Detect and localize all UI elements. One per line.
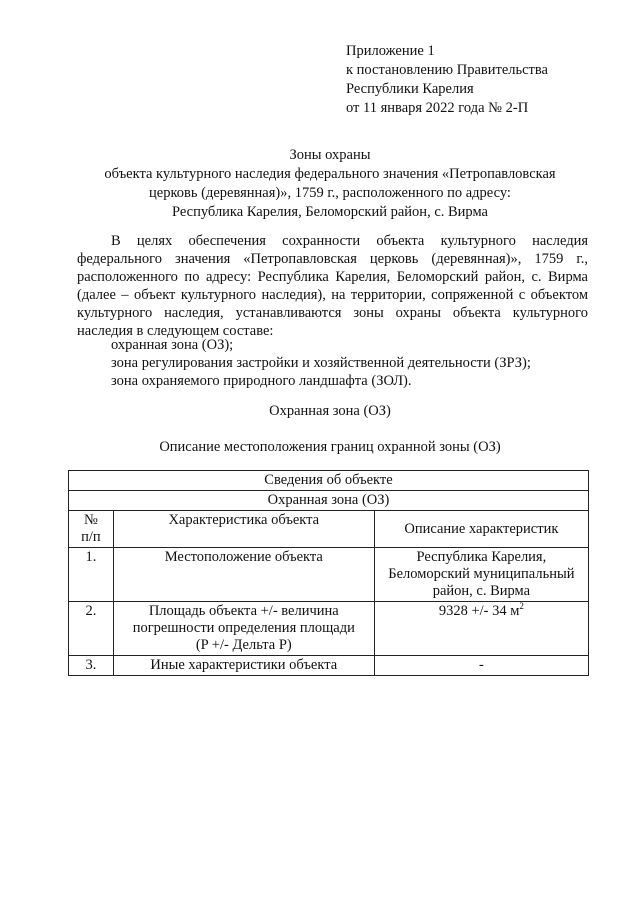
heading-line: церковь (деревянная)», 1759 г., расположенного по адресу: [149,185,511,201]
heading-title: Зоны охраны [289,147,371,163]
object-info-table [68,470,589,676]
appendix-line: Республики Карелия [346,81,474,97]
zones-list [111,336,591,390]
row-description [374,548,588,602]
row-description-line: - [478,657,484,673]
document-heading [70,146,590,222]
row-description [374,656,588,676]
row-characteristic [113,602,374,656]
appendix-header [346,42,626,118]
zone-item: зона регулирования застройки и хозяйственной деятельности (ЗРЗ); [111,355,531,371]
table-row [69,602,589,656]
zone-item: охранная зона (ОЗ); [111,337,234,353]
section-title: Охранная зона (ОЗ) [269,403,391,419]
row-characteristic-line: погрешности определения площади [132,620,355,636]
zone-item: зона охраняемого природного ландшафта (ЗОЛ). [111,373,412,389]
table-row [69,548,589,602]
row-description-line: Беломорский муниципальный [388,566,575,582]
row-description-line: Республика Карелия, [416,549,547,565]
heading-line: Республика Карелия, Беломорский район, с. Вирма [172,204,488,220]
row-characteristic-line: (P +/- Дельта P) [195,637,292,653]
row-characteristic-line: Местоположение объекта [164,549,323,565]
header-description: Описание характеристик [374,511,588,548]
row-characteristic [113,548,374,602]
appendix-line: Приложение 1 [346,43,435,59]
row-num: 2. [69,602,114,656]
area-unit-exponent: 2 [519,601,524,612]
row-characteristic-line: Площадь объекта +/- величина [148,603,339,619]
intro-paragraph: В целях обеспечения сохранности объекта культурного наследия федерального значения «Петропавловская церковь (деревянная)», 1759 г., расположенного по адресу: Республика Карелия, Беломорский район, с. Вирма (далее – объект культурного наследия), на территории, сопряженной с объектом культурного наследия, устанавливаются зоны охраны объекта культурного наследия в следующем составе: [77,233,588,339]
table-header-row [69,511,589,548]
section-subtitle: Описание местоположения границ охранной зоны (ОЗ) [159,439,501,455]
row-description-line: район, с. Вирма [432,583,531,599]
row-characteristic-line: Иные характеристики объекта [150,657,338,673]
row-num: 1. [69,548,114,602]
table-caption: Сведения об объекте [69,471,589,491]
header-num-line: п/п [81,529,101,545]
header-num-line: № [83,512,98,528]
row-description [374,602,588,656]
area-value: 9328 +/- 34 м [438,603,520,619]
table-row [69,656,589,676]
heading-line: объекта культурного наследия федерального значения «Петропавловская [104,166,556,182]
appendix-line: от 11 января 2022 года № 2-П [346,100,529,116]
row-num: 3. [69,656,114,676]
row-characteristic [113,656,374,676]
table-zone-name: Охранная зона (ОЗ) [69,491,589,511]
header-characteristic: Характеристика объекта [113,511,374,548]
table-zone-row [69,491,589,511]
table-caption-row [69,471,589,491]
header-num [69,511,114,548]
appendix-line: к постановлению Правительства [346,62,548,78]
